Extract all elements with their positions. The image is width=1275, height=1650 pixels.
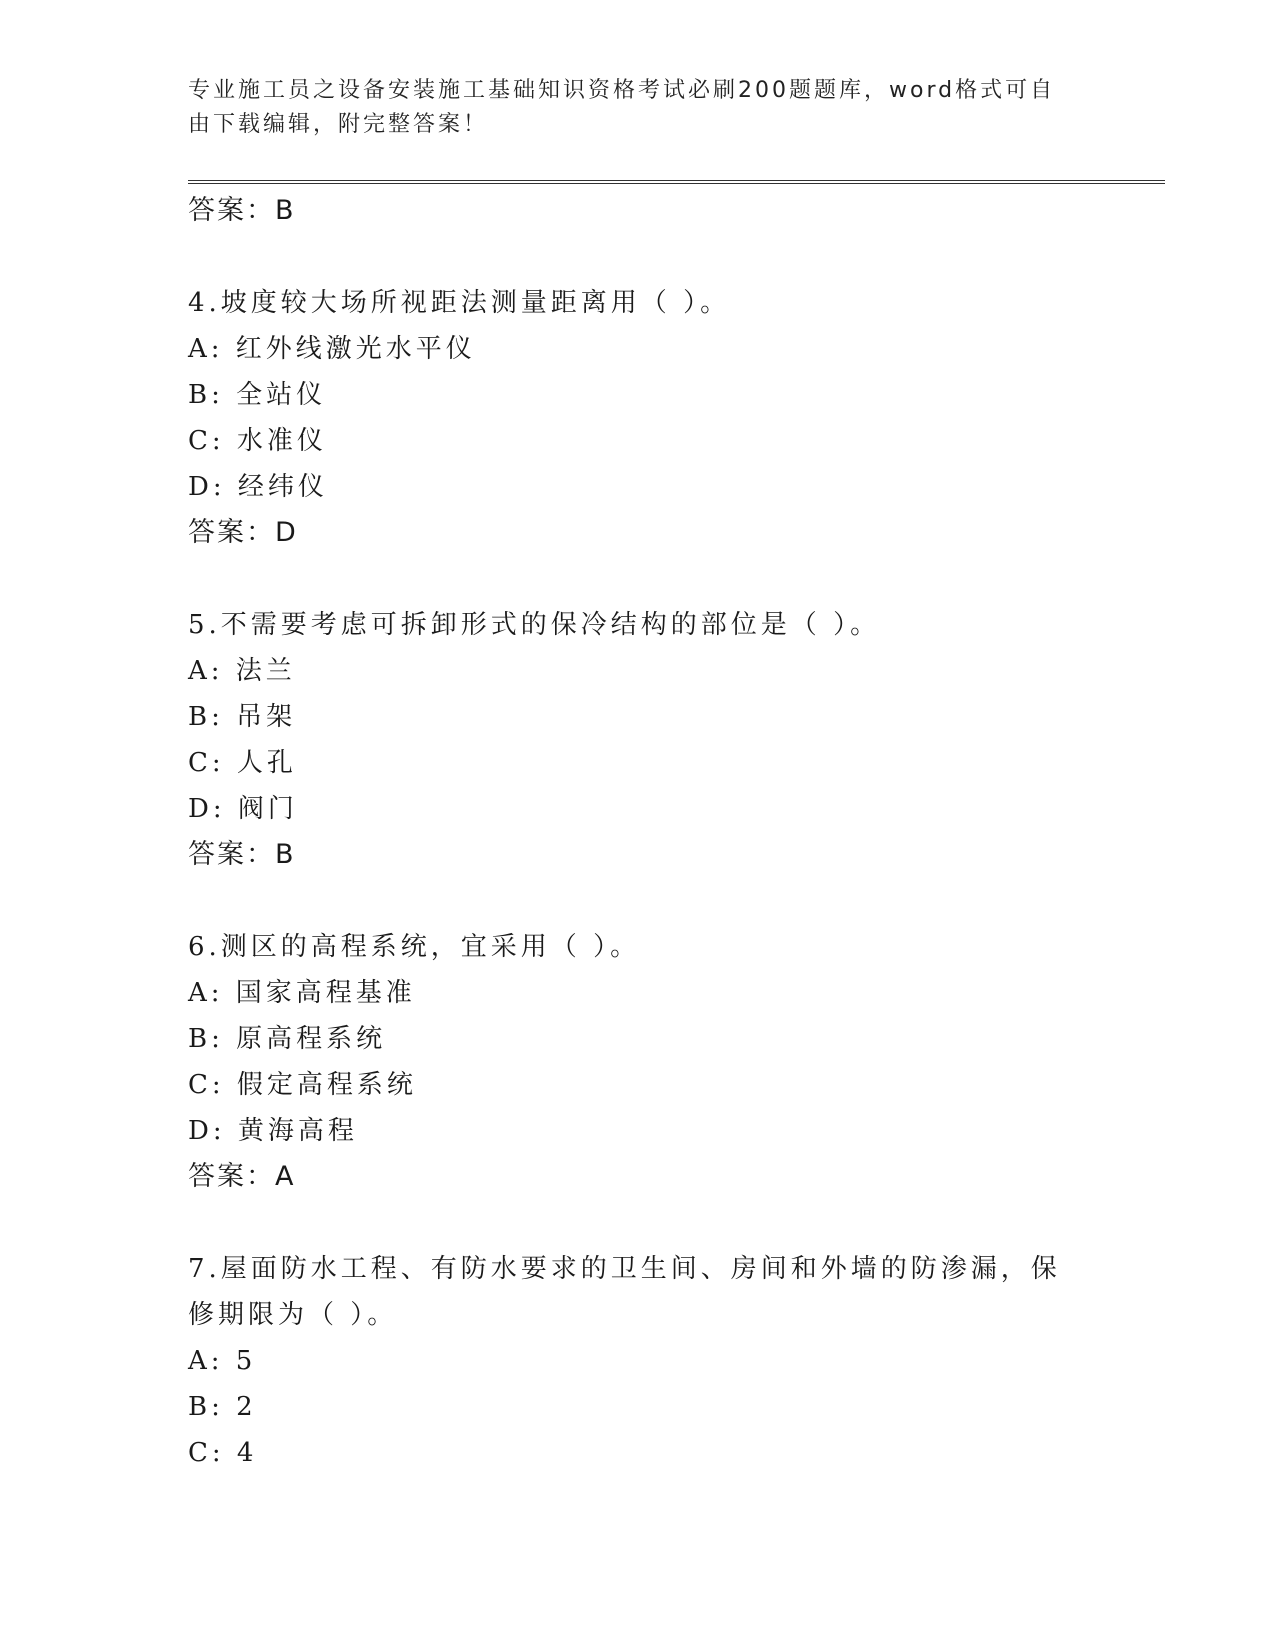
question-list [188,188,1088,1476]
option-c: C: 4 [188,1438,258,1468]
question-6 [188,924,1088,1200]
previous-answer: 答案：B [188,195,296,226]
question-stem: 4.坡度较大场所视距法测量距离用（ ）。 [188,288,731,318]
question-stem: 7.屋面防水工程、有防水要求的卫生间、房间和外墙的防渗漏，保修期限为（ ）。 [188,1254,1061,1330]
option-b: B: 2 [188,1392,257,1422]
option-b: B: 吊架 [188,702,297,732]
question-7 [188,1246,1088,1476]
option-a: A: 红外线激光水平仪 [188,334,476,364]
question-5 [188,602,1088,878]
option-b: B: 原高程系统 [188,1024,387,1054]
option-c: C: 假定高程系统 [188,1070,417,1100]
question-stem: 6.测区的高程系统，宜采用（ ）。 [188,932,641,962]
answer-line: 答案：B [188,839,296,870]
option-c: C: 人孔 [188,748,297,778]
option-b: B: 全站仪 [188,380,327,410]
document-header: 专业施工员之设备安装施工基础知识资格考试必刷200题题库，word格式可自由下载编辑，附完整答案！ [188,78,1056,137]
header-divider [188,180,1165,184]
option-c: C: 水准仪 [188,426,327,456]
option-a: A: 5 [188,1346,257,1376]
option-d: D: 黄海高程 [188,1116,358,1146]
answer-line: 答案：D [188,517,298,548]
option-a: A: 国家高程基准 [188,978,416,1008]
answer-line: 答案：A [188,1161,296,1192]
option-d: D: 经纬仪 [188,472,328,502]
option-a: A: 法兰 [188,656,296,686]
question-4 [188,280,1088,556]
option-d: D: 阀门 [188,794,298,824]
question-stem: 5.不需要考虑可拆卸形式的保冷结构的部位是（ ）。 [188,610,881,640]
